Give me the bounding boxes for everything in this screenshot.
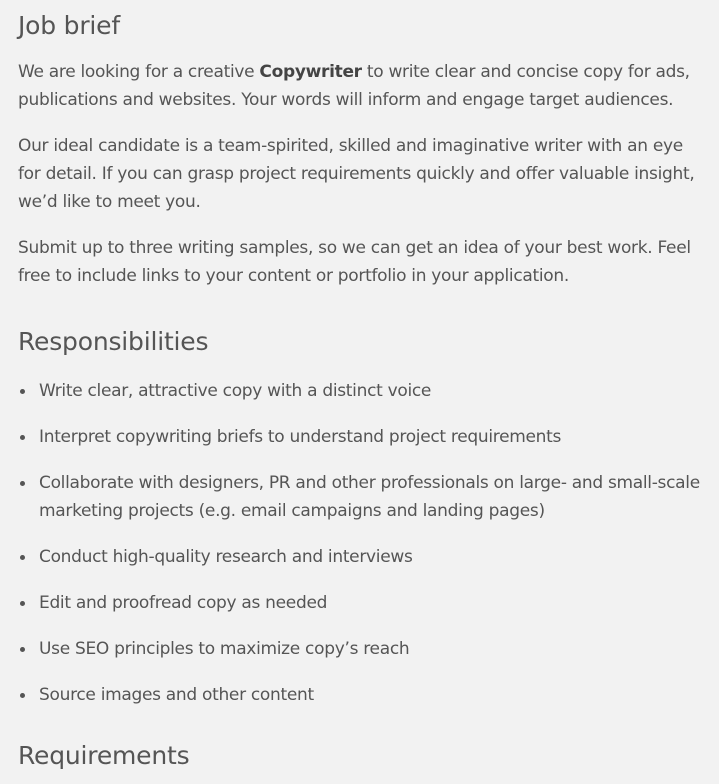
- requirements-heading: Requirements: [18, 741, 190, 770]
- bullet-icon: [20, 647, 25, 652]
- p1-text-after: to write clear and concise copy for ads, publications and websites. Your words will inform and engage target audiences.: [18, 62, 690, 110]
- bullet-icon: [20, 389, 25, 394]
- list-item-text: Conduct high-quality research and interviews: [39, 547, 413, 567]
- list-item-text: Edit and proofread copy as needed: [39, 593, 328, 613]
- responsibilities-list: [18, 377, 709, 709]
- list-item-text: Collaborate with designers, PR and other professionals on large- and small-scale marketing projects (e.g. email campaigns and landing pages): [39, 473, 700, 521]
- list-item: [18, 469, 709, 525]
- list-item: [18, 377, 709, 405]
- list-item: [18, 635, 709, 663]
- bullet-icon: [20, 555, 25, 560]
- p1-text-before: We are looking for a creative: [18, 62, 260, 82]
- job-brief-paragraph-2: Our ideal candidate is a team-spirited, skilled and imaginative writer with an eye for detail. If you can grasp project requirements quickly and offer valuable insight, we’d like to meet you.: [18, 136, 695, 212]
- list-item-text: Write clear, attractive copy with a distinct voice: [39, 381, 432, 401]
- bullet-icon: [20, 601, 25, 606]
- list-item-text: Interpret copywriting briefs to understand project requirements: [39, 427, 562, 447]
- list-item: [18, 543, 709, 571]
- bullet-icon: [20, 481, 25, 486]
- list-item-text: Source images and other content: [39, 685, 314, 705]
- job-brief-paragraph-3: Submit up to three writing samples, so we can get an idea of your best work. Feel free to include links to your content or portfolio in your application.: [18, 238, 691, 286]
- list-item-text: Use SEO principles to maximize copy’s reach: [39, 639, 410, 659]
- bullet-icon: [20, 693, 25, 698]
- responsibilities-heading: Responsibilities: [18, 327, 209, 356]
- job-brief-paragraph-1: [18, 58, 709, 114]
- list-item: [18, 681, 709, 709]
- job-title-bold: Copywriter: [259, 62, 362, 82]
- list-item: [18, 589, 709, 617]
- bullet-icon: [20, 435, 25, 440]
- job-brief-heading: Job brief: [18, 11, 120, 40]
- list-item: [18, 423, 709, 451]
